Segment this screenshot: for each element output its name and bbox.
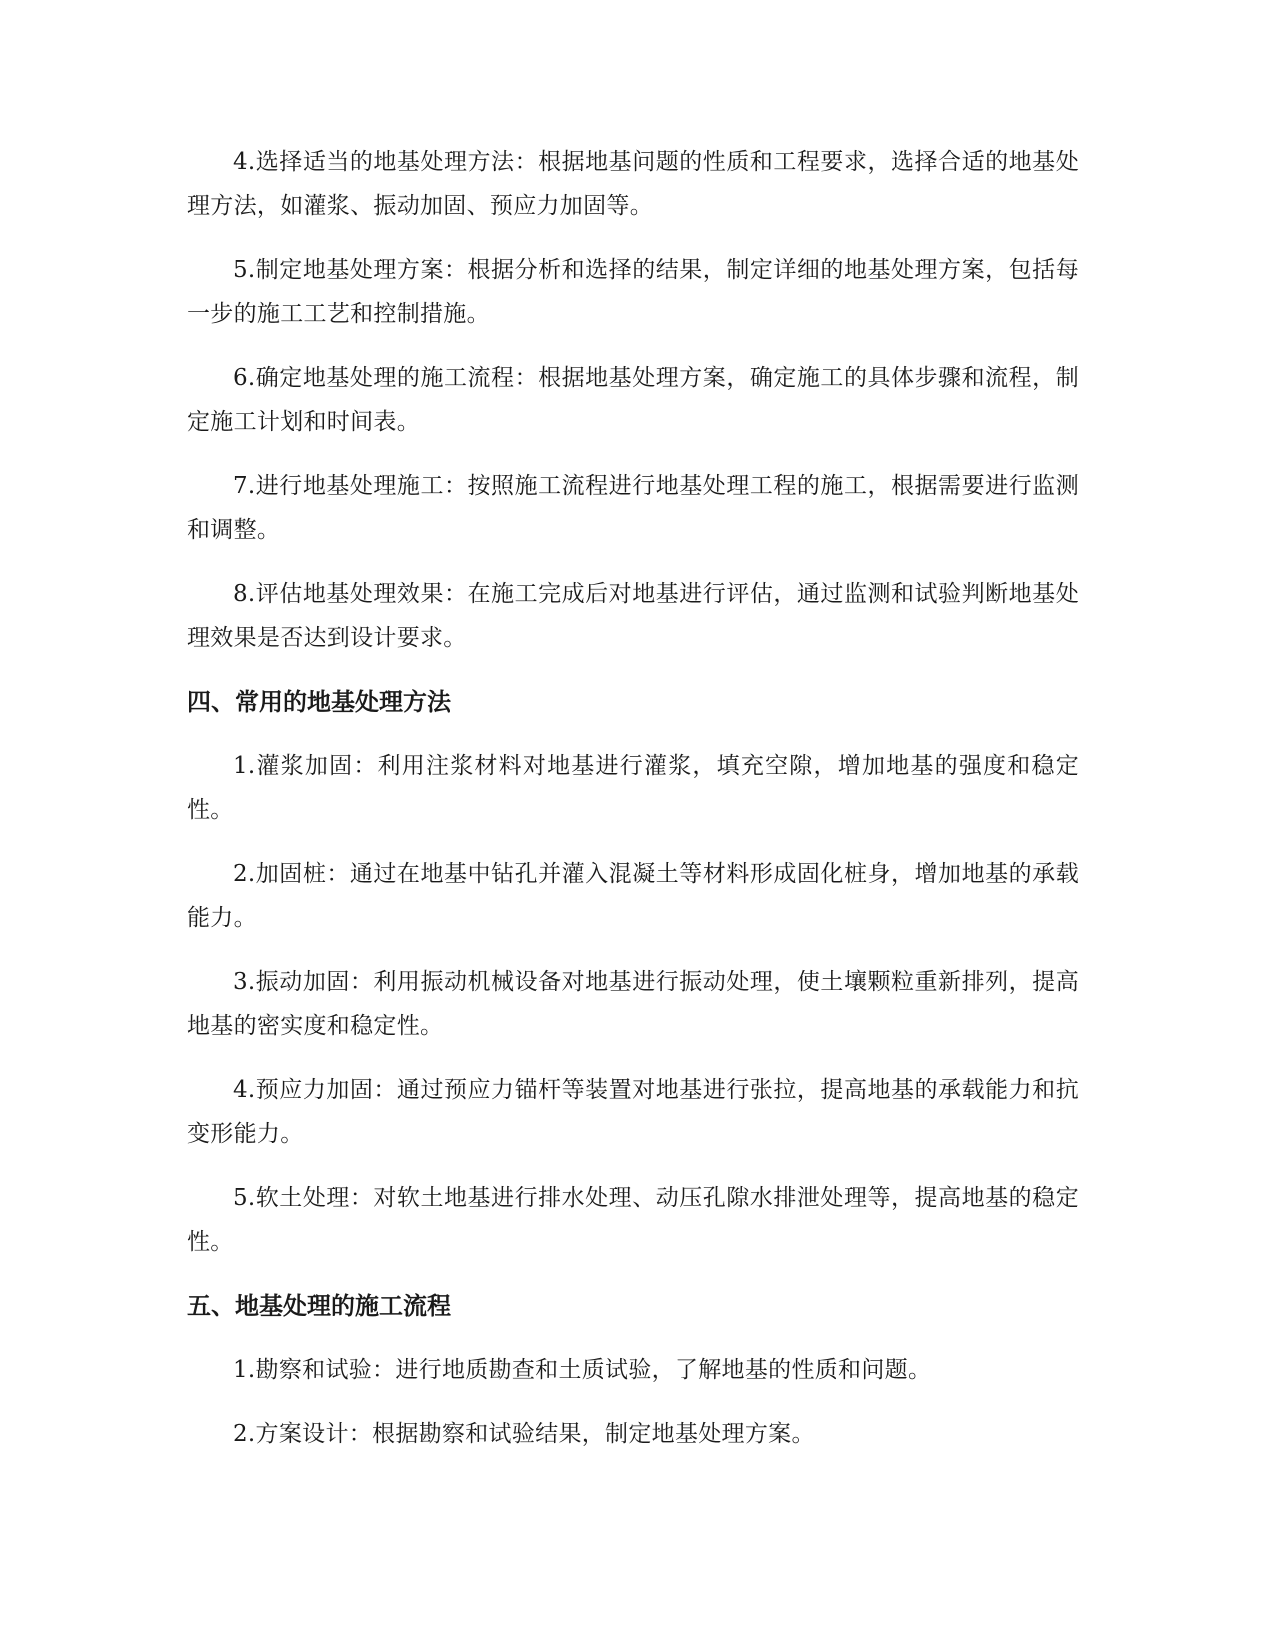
paragraph-step-8-evaluate: 8.评估地基处理效果：在施工完成后对地基进行评估，通过监测和试验判断地基处理效果是否达到设计要求。 bbox=[187, 581, 1079, 651]
paragraph-step-5-make-plan: 5.制定地基处理方案：根据分析和选择的结果，制定详细的地基处理方案，包括每一步的施工工艺和控制措施。 bbox=[187, 257, 1079, 327]
paragraph-method-1-grouting: 1.灌浆加固：利用注浆材料对地基进行灌浆，填充空隙，增加地基的强度和稳定性。 bbox=[187, 753, 1079, 823]
paragraph-method-3-vibration: 3.振动加固：利用振动机械设备对地基进行振动处理，使土壤颗粒重新排列，提高地基的密实度和稳定性。 bbox=[187, 969, 1079, 1039]
paragraph-process-2-design: 2.方案设计：根据勘察和试验结果，制定地基处理方案。 bbox=[233, 1421, 815, 1447]
paragraph-method-2-piles: 2.加固桩：通过在地基中钻孔并灌入混凝土等材料形成固化桩身，增加地基的承载能力。 bbox=[187, 861, 1079, 931]
section-heading-construction-process: 五、地基处理的施工流程 bbox=[187, 1292, 451, 1320]
paragraph-method-4-prestress: 4.预应力加固：通过预应力锚杆等装置对地基进行张拉，提高地基的承载能力和抗变形能力。 bbox=[187, 1077, 1079, 1147]
paragraph-step-7-construction: 7.进行地基处理施工：按照施工流程进行地基处理工程的施工，根据需要进行监测和调整。 bbox=[187, 473, 1079, 543]
paragraph-step-6-construction-process: 6.确定地基处理的施工流程：根据地基处理方案，确定施工的具体步骤和流程，制定施工计划和时间表。 bbox=[187, 365, 1079, 435]
section-heading-common-methods: 四、常用的地基处理方法 bbox=[187, 688, 451, 716]
paragraph-method-5-soft-soil: 5.软土处理：对软土地基进行排水处理、动压孔隙水排泄处理等，提高地基的稳定性。 bbox=[187, 1185, 1079, 1255]
document-page bbox=[187, 140, 1079, 1476]
paragraph-step-4-select-method: 4.选择适当的地基处理方法：根据地基问题的性质和工程要求，选择合适的地基处理方法，如灌浆、振动加固、预应力加固等。 bbox=[187, 149, 1079, 219]
paragraph-process-1-survey: 1.勘察和试验：进行地质勘查和土质试验，了解地基的性质和问题。 bbox=[233, 1357, 932, 1383]
